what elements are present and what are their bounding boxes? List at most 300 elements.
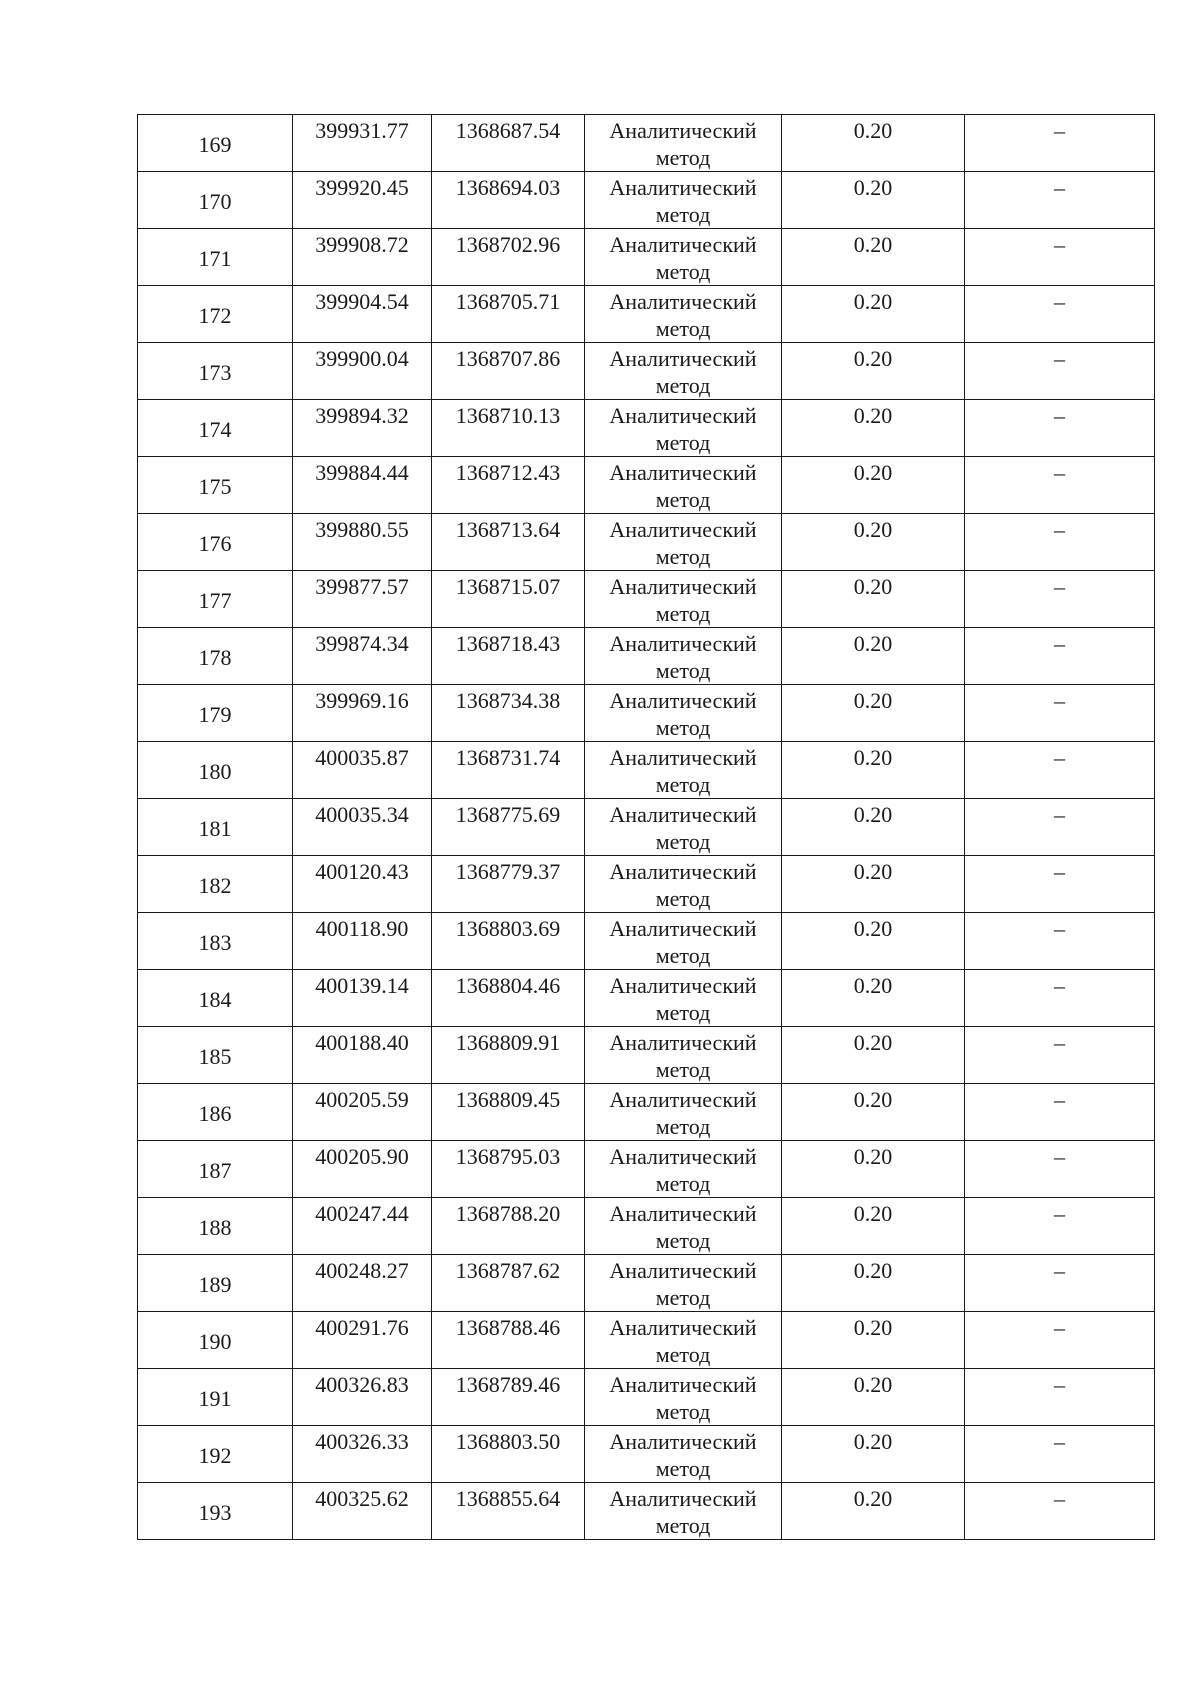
note-cell <box>965 115 1155 172</box>
method-cell <box>585 343 782 400</box>
point-number-cell-text: 170 <box>198 188 232 214</box>
coordinate-y-cell <box>432 1483 585 1540</box>
point-number-cell-text: 179 <box>198 701 232 727</box>
coordinate-x-cell-text: 399900.04 <box>315 346 409 371</box>
table-row <box>138 343 1155 400</box>
table-row <box>138 685 1155 742</box>
point-number-cell-text: 181 <box>198 815 232 841</box>
coordinate-y-cell-text: 1368788.46 <box>455 1315 561 1340</box>
method-cell <box>585 400 782 457</box>
note-cell-text: – <box>1054 1429 1065 1454</box>
method-cell <box>585 742 782 799</box>
accuracy-cell <box>782 229 965 286</box>
point-number-cell <box>138 286 293 343</box>
coordinate-x-cell-text: 400291.76 <box>315 1315 409 1340</box>
accuracy-cell-text: 0.20 <box>853 346 893 371</box>
coordinate-y-cell <box>432 1369 585 1426</box>
accuracy-cell <box>782 1084 965 1141</box>
coordinate-y-cell-text: 1368710.13 <box>455 403 561 428</box>
coordinate-x-cell <box>293 913 432 970</box>
note-cell <box>965 571 1155 628</box>
method-cell <box>585 1084 782 1141</box>
note-cell-text: – <box>1054 859 1065 884</box>
method-cell-text: Аналитический метод <box>609 1201 757 1253</box>
table-row <box>138 1198 1155 1255</box>
method-cell <box>585 856 782 913</box>
point-number-cell-text: 177 <box>198 587 232 613</box>
coordinate-x-cell-text: 400326.33 <box>315 1429 409 1454</box>
coordinate-x-cell <box>293 1426 432 1483</box>
coordinate-y-cell <box>432 1141 585 1198</box>
accuracy-cell-text: 0.20 <box>853 631 893 656</box>
coordinate-x-cell-text: 399894.32 <box>315 403 409 428</box>
accuracy-cell-text: 0.20 <box>853 973 893 998</box>
note-cell <box>965 1369 1155 1426</box>
coordinate-y-cell-text: 1368694.03 <box>455 175 561 200</box>
method-cell <box>585 628 782 685</box>
coordinate-y-cell-text: 1368734.38 <box>455 688 561 713</box>
coordinate-y-cell-text: 1368702.96 <box>455 232 561 257</box>
accuracy-cell-text: 0.20 <box>853 688 893 713</box>
note-cell <box>965 970 1155 1027</box>
method-cell <box>585 1198 782 1255</box>
method-cell <box>585 286 782 343</box>
point-number-cell <box>138 628 293 685</box>
method-cell-text: Аналитический метод <box>609 631 757 683</box>
method-cell-text: Аналитический метод <box>609 859 757 911</box>
coordinate-y-cell <box>432 115 585 172</box>
accuracy-cell-text: 0.20 <box>853 1486 893 1511</box>
point-number-cell-text: 173 <box>198 359 232 385</box>
method-cell <box>585 571 782 628</box>
note-cell-text: – <box>1054 118 1065 143</box>
point-number-cell <box>138 856 293 913</box>
method-cell-text: Аналитический метод <box>609 1087 757 1139</box>
point-number-cell-text: 189 <box>198 1271 232 1297</box>
accuracy-cell <box>782 343 965 400</box>
coordinate-y-cell-text: 1368787.62 <box>455 1258 561 1283</box>
point-number-cell <box>138 1084 293 1141</box>
table-row <box>138 229 1155 286</box>
accuracy-cell-text: 0.20 <box>853 745 893 770</box>
coordinate-y-cell-text: 1368687.54 <box>455 118 561 143</box>
table-row <box>138 115 1155 172</box>
note-cell-text: – <box>1054 1315 1065 1340</box>
coordinate-y-cell <box>432 628 585 685</box>
coordinate-y-cell <box>432 571 585 628</box>
coordinate-y-cell <box>432 1198 585 1255</box>
method-cell <box>585 115 782 172</box>
table-row <box>138 913 1155 970</box>
note-cell <box>965 1312 1155 1369</box>
coordinate-x-cell <box>293 1255 432 1312</box>
note-cell-text: – <box>1054 973 1065 998</box>
accuracy-cell-text: 0.20 <box>853 517 893 542</box>
accuracy-cell-text: 0.20 <box>853 1087 893 1112</box>
point-number-cell-text: 188 <box>198 1214 232 1240</box>
table-row <box>138 970 1155 1027</box>
note-cell-text: – <box>1054 1201 1065 1226</box>
method-cell-text: Аналитический метод <box>609 1486 757 1538</box>
accuracy-cell <box>782 1369 965 1426</box>
coordinate-x-cell <box>293 1312 432 1369</box>
accuracy-cell <box>782 1426 965 1483</box>
point-number-cell <box>138 1312 293 1369</box>
accuracy-cell <box>782 115 965 172</box>
accuracy-cell-text: 0.20 <box>853 175 893 200</box>
coordinate-x-cell <box>293 172 432 229</box>
coordinate-y-cell <box>432 400 585 457</box>
point-number-cell-text: 191 <box>198 1385 232 1411</box>
accuracy-cell <box>782 571 965 628</box>
coordinate-x-cell-text: 399931.77 <box>315 118 409 143</box>
coordinate-y-cell-text: 1368809.91 <box>455 1030 561 1055</box>
coordinate-y-cell-text: 1368788.20 <box>455 1201 561 1226</box>
accuracy-cell-text: 0.20 <box>853 460 893 485</box>
coordinate-x-cell <box>293 970 432 1027</box>
coordinate-x-cell-text: 400326.83 <box>315 1372 409 1397</box>
coordinate-x-cell <box>293 229 432 286</box>
method-cell-text: Аналитический метод <box>609 745 757 797</box>
accuracy-cell-text: 0.20 <box>853 574 893 599</box>
table-row <box>138 1141 1155 1198</box>
point-number-cell <box>138 799 293 856</box>
table-body <box>138 115 1155 1540</box>
note-cell-text: – <box>1054 631 1065 656</box>
method-cell <box>585 1255 782 1312</box>
coordinate-x-cell-text: 400035.34 <box>315 802 409 827</box>
note-cell <box>965 742 1155 799</box>
method-cell-text: Аналитический метод <box>609 232 757 284</box>
coordinate-y-cell <box>432 514 585 571</box>
method-cell-text: Аналитический метод <box>609 802 757 854</box>
point-number-cell-text: 182 <box>198 872 232 898</box>
table-row <box>138 571 1155 628</box>
method-cell-text: Аналитический метод <box>609 973 757 1025</box>
coordinate-y-cell-text: 1368713.64 <box>455 517 561 542</box>
note-cell-text: – <box>1054 175 1065 200</box>
accuracy-cell <box>782 1141 965 1198</box>
table-row <box>138 1255 1155 1312</box>
coordinate-y-cell <box>432 742 585 799</box>
note-cell-text: – <box>1054 1144 1065 1169</box>
coordinate-y-cell-text: 1368803.50 <box>455 1429 561 1454</box>
method-cell-text: Аналитический метод <box>609 1030 757 1082</box>
method-cell-text: Аналитический метод <box>609 118 757 170</box>
point-number-cell <box>138 1027 293 1084</box>
coordinate-x-cell <box>293 514 432 571</box>
accuracy-cell-text: 0.20 <box>853 1372 893 1397</box>
accuracy-cell <box>782 742 965 799</box>
table-row <box>138 172 1155 229</box>
method-cell <box>585 970 782 1027</box>
table-row <box>138 628 1155 685</box>
coordinate-y-cell <box>432 1312 585 1369</box>
coordinate-x-cell-text: 400205.59 <box>315 1087 409 1112</box>
note-cell-text: – <box>1054 574 1065 599</box>
coordinate-y-cell-text: 1368705.71 <box>455 289 561 314</box>
note-cell <box>965 457 1155 514</box>
method-cell-text: Аналитический метод <box>609 1258 757 1310</box>
point-number-cell <box>138 1255 293 1312</box>
coordinate-y-cell <box>432 970 585 1027</box>
point-number-cell-text: 186 <box>198 1100 232 1126</box>
coordinate-x-cell <box>293 1027 432 1084</box>
coordinate-y-cell <box>432 286 585 343</box>
point-number-cell <box>138 1198 293 1255</box>
accuracy-cell-text: 0.20 <box>853 403 893 428</box>
table-row <box>138 286 1155 343</box>
table-row <box>138 1483 1155 1540</box>
point-number-cell-text: 178 <box>198 644 232 670</box>
coordinate-x-cell-text: 400205.90 <box>315 1144 409 1169</box>
point-number-cell <box>138 1369 293 1426</box>
method-cell-text: Аналитический метод <box>609 517 757 569</box>
point-number-cell-text: 190 <box>198 1328 232 1354</box>
point-number-cell-text: 185 <box>198 1043 232 1069</box>
point-number-cell <box>138 343 293 400</box>
table-row <box>138 400 1155 457</box>
point-number-cell-text: 180 <box>198 758 232 784</box>
table-row <box>138 1369 1155 1426</box>
point-number-cell <box>138 571 293 628</box>
note-cell-text: – <box>1054 1030 1065 1055</box>
accuracy-cell-text: 0.20 <box>853 916 893 941</box>
coordinate-y-cell <box>432 685 585 742</box>
note-cell <box>965 628 1155 685</box>
accuracy-cell-text: 0.20 <box>853 1258 893 1283</box>
accuracy-cell <box>782 970 965 1027</box>
coordinate-y-cell <box>432 913 585 970</box>
accuracy-cell <box>782 856 965 913</box>
accuracy-cell <box>782 514 965 571</box>
method-cell <box>585 1312 782 1369</box>
coordinate-y-cell <box>432 799 585 856</box>
table-row <box>138 799 1155 856</box>
point-number-cell <box>138 913 293 970</box>
point-number-cell <box>138 457 293 514</box>
note-cell <box>965 1483 1155 1540</box>
point-number-cell-text: 174 <box>198 416 232 442</box>
coordinate-y-cell-text: 1368789.46 <box>455 1372 561 1397</box>
method-cell <box>585 1483 782 1540</box>
coordinate-x-cell <box>293 1141 432 1198</box>
method-cell-text: Аналитический метод <box>609 175 757 227</box>
note-cell <box>965 1198 1155 1255</box>
table-row <box>138 1084 1155 1141</box>
accuracy-cell <box>782 1255 965 1312</box>
table-row <box>138 457 1155 514</box>
coordinate-x-cell <box>293 856 432 913</box>
point-number-cell <box>138 514 293 571</box>
coordinate-x-cell-text: 399920.45 <box>315 175 409 200</box>
coordinate-x-cell-text: 399884.44 <box>315 460 409 485</box>
table-row <box>138 856 1155 913</box>
method-cell-text: Аналитический метод <box>609 1429 757 1481</box>
coordinate-y-cell <box>432 229 585 286</box>
coordinate-x-cell <box>293 286 432 343</box>
accuracy-cell <box>782 286 965 343</box>
coordinate-x-cell <box>293 115 432 172</box>
note-cell-text: – <box>1054 403 1065 428</box>
point-number-cell <box>138 685 293 742</box>
method-cell <box>585 1426 782 1483</box>
method-cell <box>585 913 782 970</box>
accuracy-cell <box>782 1312 965 1369</box>
point-number-cell <box>138 172 293 229</box>
method-cell-text: Аналитический метод <box>609 289 757 341</box>
point-number-cell-text: 175 <box>198 473 232 499</box>
note-cell-text: – <box>1054 460 1065 485</box>
coordinate-x-cell-text: 399880.55 <box>315 517 409 542</box>
method-cell-text: Аналитический метод <box>609 346 757 398</box>
accuracy-cell <box>782 1027 965 1084</box>
coordinate-x-cell <box>293 628 432 685</box>
note-cell-text: – <box>1054 517 1065 542</box>
method-cell-text: Аналитический метод <box>609 1144 757 1196</box>
coordinate-y-cell <box>432 1027 585 1084</box>
method-cell <box>585 514 782 571</box>
coordinate-y-cell <box>432 343 585 400</box>
note-cell-text: – <box>1054 1087 1065 1112</box>
coordinate-x-cell-text: 399877.57 <box>315 574 409 599</box>
accuracy-cell-text: 0.20 <box>853 1201 893 1226</box>
coordinate-y-cell-text: 1368809.45 <box>455 1087 561 1112</box>
note-cell <box>965 685 1155 742</box>
accuracy-cell <box>782 685 965 742</box>
point-number-cell-text: 171 <box>198 245 232 271</box>
method-cell <box>585 1141 782 1198</box>
point-number-cell <box>138 400 293 457</box>
coordinate-x-cell <box>293 1483 432 1540</box>
method-cell-text: Аналитический метод <box>609 574 757 626</box>
accuracy-cell <box>782 172 965 229</box>
coordinate-x-cell-text: 400325.62 <box>315 1486 409 1511</box>
note-cell <box>965 343 1155 400</box>
accuracy-cell-text: 0.20 <box>853 1144 893 1169</box>
method-cell <box>585 1027 782 1084</box>
note-cell-text: – <box>1054 232 1065 257</box>
point-number-cell-text: 193 <box>198 1499 232 1525</box>
coordinate-x-cell-text: 400118.90 <box>315 916 409 941</box>
method-cell-text: Аналитический метод <box>609 916 757 968</box>
accuracy-cell <box>782 799 965 856</box>
coordinate-x-cell <box>293 343 432 400</box>
accuracy-cell <box>782 628 965 685</box>
note-cell <box>965 799 1155 856</box>
point-number-cell <box>138 1426 293 1483</box>
coordinate-x-cell-text: 400248.27 <box>315 1258 409 1283</box>
note-cell <box>965 1141 1155 1198</box>
method-cell <box>585 172 782 229</box>
coordinate-y-cell-text: 1368775.69 <box>455 802 561 827</box>
note-cell <box>965 1426 1155 1483</box>
accuracy-cell-text: 0.20 <box>853 289 893 314</box>
method-cell <box>585 457 782 514</box>
point-number-cell-text: 187 <box>198 1157 232 1183</box>
coordinate-x-cell <box>293 457 432 514</box>
coordinate-y-cell-text: 1368855.64 <box>455 1486 561 1511</box>
accuracy-cell <box>782 1198 965 1255</box>
accuracy-cell-text: 0.20 <box>853 1315 893 1340</box>
note-cell <box>965 1027 1155 1084</box>
coordinate-y-cell-text: 1368718.43 <box>455 631 561 656</box>
note-cell <box>965 1084 1155 1141</box>
coordinate-y-cell-text: 1368715.07 <box>455 574 561 599</box>
point-number-cell <box>138 1141 293 1198</box>
coordinate-x-cell-text: 400247.44 <box>315 1201 409 1226</box>
coordinate-x-cell <box>293 571 432 628</box>
coordinate-y-cell-text: 1368804.46 <box>455 973 561 998</box>
coordinate-y-cell-text: 1368707.86 <box>455 346 561 371</box>
accuracy-cell <box>782 1483 965 1540</box>
note-cell-text: – <box>1054 688 1065 713</box>
note-cell-text: – <box>1054 916 1065 941</box>
note-cell-text: – <box>1054 802 1065 827</box>
coordinate-x-cell-text: 399908.72 <box>315 232 409 257</box>
point-number-cell-text: 169 <box>198 131 232 157</box>
coordinate-x-cell-text: 400035.87 <box>315 745 409 770</box>
coordinate-y-cell <box>432 457 585 514</box>
method-cell-text: Аналитический метод <box>609 1315 757 1367</box>
accuracy-cell-text: 0.20 <box>853 802 893 827</box>
coordinate-y-cell-text: 1368779.37 <box>455 859 561 884</box>
accuracy-cell-text: 0.20 <box>853 1429 893 1454</box>
point-number-cell-text: 184 <box>198 986 232 1012</box>
point-number-cell <box>138 742 293 799</box>
coordinate-x-cell <box>293 1198 432 1255</box>
coordinate-x-cell <box>293 742 432 799</box>
coordinate-x-cell-text: 399904.54 <box>315 289 409 314</box>
point-number-cell-text: 172 <box>198 302 232 328</box>
coordinate-y-cell <box>432 1426 585 1483</box>
coordinate-x-cell <box>293 1369 432 1426</box>
method-cell <box>585 799 782 856</box>
method-cell-text: Аналитический метод <box>609 460 757 512</box>
note-cell-text: – <box>1054 745 1065 770</box>
coordinate-x-cell <box>293 799 432 856</box>
accuracy-cell-text: 0.20 <box>853 232 893 257</box>
coordinate-x-cell-text: 399874.34 <box>315 631 409 656</box>
coordinate-y-cell-text: 1368795.03 <box>455 1144 561 1169</box>
point-number-cell <box>138 1483 293 1540</box>
table-row <box>138 514 1155 571</box>
point-number-cell-text: 192 <box>198 1442 232 1468</box>
table-row <box>138 1426 1155 1483</box>
coordinate-x-cell <box>293 685 432 742</box>
coordinate-y-cell <box>432 856 585 913</box>
coordinate-y-cell <box>432 1084 585 1141</box>
table-row <box>138 742 1155 799</box>
note-cell-text: – <box>1054 1486 1065 1511</box>
point-number-cell <box>138 115 293 172</box>
note-cell <box>965 856 1155 913</box>
note-cell <box>965 400 1155 457</box>
method-cell <box>585 229 782 286</box>
note-cell-text: – <box>1054 289 1065 314</box>
point-number-cell <box>138 970 293 1027</box>
note-cell-text: – <box>1054 1258 1065 1283</box>
note-cell <box>965 286 1155 343</box>
coordinate-y-cell-text: 1368803.69 <box>455 916 561 941</box>
accuracy-cell-text: 0.20 <box>853 1030 893 1055</box>
note-cell <box>965 172 1155 229</box>
table-row <box>138 1312 1155 1369</box>
note-cell <box>965 913 1155 970</box>
coordinate-y-cell-text: 1368731.74 <box>455 745 561 770</box>
method-cell-text: Аналитический метод <box>609 403 757 455</box>
method-cell-text: Аналитический метод <box>609 1372 757 1424</box>
